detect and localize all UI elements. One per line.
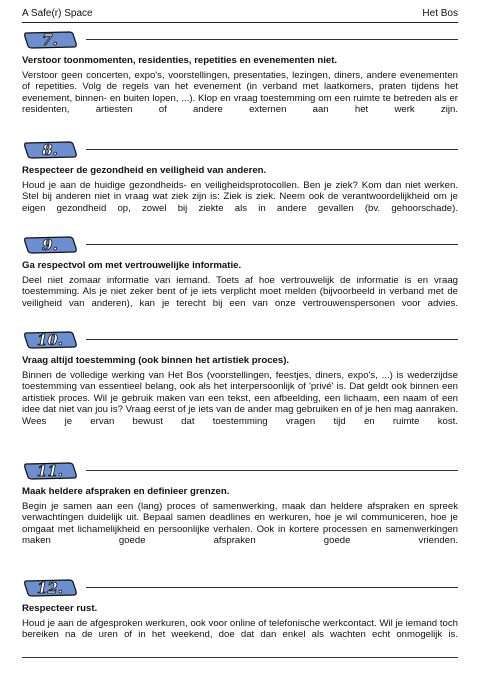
- section-title: Ga respectvol om met vertrouwelijke informatie.: [22, 260, 242, 271]
- header-title: A Safe(r) Space: [22, 7, 93, 19]
- section-body: Houd je aan de afgesproken werkuren, ook voor online of telefonische werkcontact. Wil je iemand toch bereiken na de uren of in het weekend, doe dat dan enkel als wachten echt onmogelijk is.: [22, 618, 458, 641]
- header-divider: [22, 22, 458, 23]
- section-title: Vraag altijd toestemming (ook binnen het artistiek proces).: [22, 355, 290, 366]
- section-number: 11.: [36, 462, 64, 480]
- section-number: 9.: [42, 236, 58, 254]
- section-body: Binnen de volledige werking van Het Bos (voorstellingen, feestjes, diners, expo's, ...) is wederzijdse toestemming van essentieel belang, ook als het interpersoonlijk of 'privé' is. Dat geldt ook binnen een artistiek proces. Wil je gebruik maken van een tekst, een afbeelding, een lichaam, een naam of een idee dat niet van jou is? Vraag eerst of je iets van de ander mag gebruiken en of je hen mag aanraken. Wees je ervan bewust dat toestemming vragen tijd en ruimte kost.: [22, 370, 458, 427]
- section-title: Maak heldere afspraken en definieer grenzen.: [22, 486, 230, 497]
- section-8: [22, 140, 458, 214]
- section-body: Deel niet zomaar informatie van iemand. Toets af hoe vertrouwelijk de informatie is en vraag toestemming. Als je niet zeker bent of je iets verplicht moet melden (bijvoorbeeld in verband met de veiligheid van anderen), kan je terecht bij een van onze vertrouwenspersonen voor advies.: [22, 275, 458, 309]
- section-title: Respecteer de gezondheid en veiligheid van anderen.: [22, 165, 267, 176]
- section-number: 12.: [36, 579, 64, 597]
- number-badge: [22, 141, 78, 159]
- section-body: Verstoor geen concerten, expo's, voorstellingen, presentaties, lezingen, diners, andere evenementen of repetities. Volg de regels van het evenement (in verband met laatkomers, praten tijdens het evenement, binnen- en buiten lopen, ...). Klop en vraag toestemming om een ruimte te betreden als er residenten, artiesten of andere externen aan het werk zijn.: [22, 70, 458, 116]
- section-divider: [86, 587, 458, 588]
- section-number: 10.: [36, 331, 64, 349]
- section-number: 8.: [42, 141, 58, 159]
- section-divider: [86, 149, 458, 150]
- page-header: [22, 6, 458, 20]
- section-divider: [86, 244, 458, 245]
- number-badge: [22, 236, 78, 254]
- section-divider: [86, 339, 458, 340]
- section-9: [22, 235, 458, 309]
- footer-divider: [22, 657, 458, 658]
- section-7: [22, 30, 458, 116]
- section-body: Houd je aan de huidige gezondheids- en veiligheidsprotocollen. Ben je ziek? Kom dan niet werken. Stel bij anderen niet in vraag wat ziek zijn is: Ziek is ziek. Neem ook de verantwoordelijkheid om je eigen gezondheid op, zowel bij ziekte als in andere gevallen (bv. gehoorschade).: [22, 180, 458, 214]
- section-12: [22, 578, 458, 641]
- header-org: Het Bos: [422, 7, 458, 19]
- section-body: Begin je samen aan een (lang) proces of samenwerking, maak dan heldere afspraken en spreek verwachtingen duidelijk uit. Bepaal samen deadlines en werkuren, hoe je wil communiceren, hoe je omgaat met lichamelijkheid en persoonlijke verhalen. Ook in kortere processen en samenwerkingen maken goede afspraken goede vrienden.: [22, 501, 458, 547]
- section-number: 7.: [42, 31, 58, 49]
- number-badge: [22, 462, 78, 480]
- section-divider: [86, 470, 458, 471]
- number-badge: [22, 579, 78, 597]
- section-10: [22, 330, 458, 427]
- number-badge: [22, 31, 78, 49]
- section-title: Verstoor toonmomenten, residenties, repetities en evenementen niet.: [22, 55, 338, 66]
- section-11: [22, 461, 458, 547]
- section-divider: [86, 39, 458, 40]
- number-badge: [22, 331, 78, 349]
- section-title: Respecteer rust.: [22, 603, 98, 614]
